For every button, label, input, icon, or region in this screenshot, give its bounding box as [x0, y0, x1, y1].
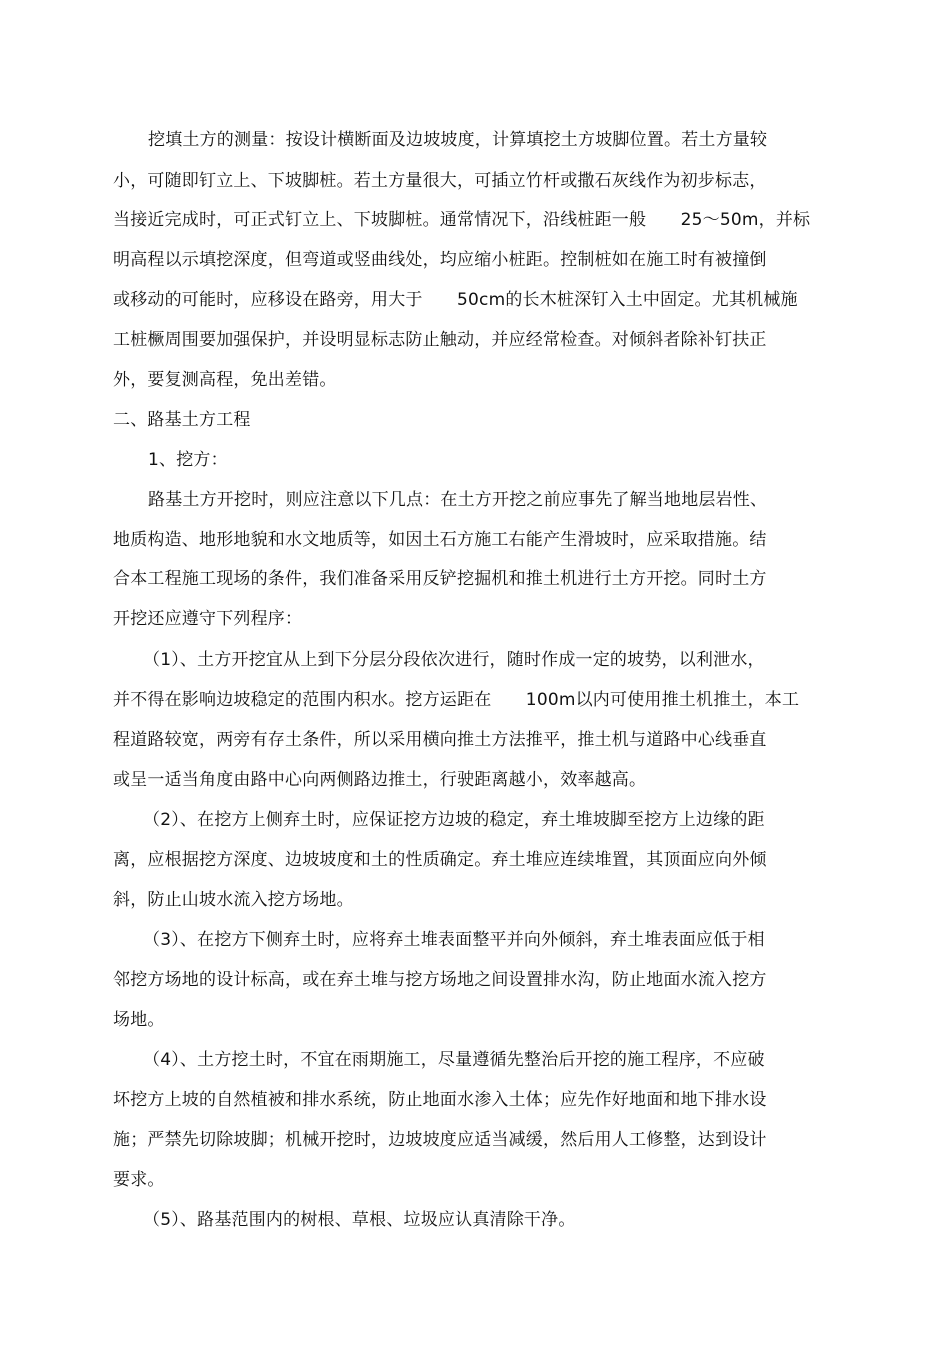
- paragraph-line: 合本工程施工现场的条件，我们准备采用反铲挖掘机和推土机进行土方开挖。同时土方: [113, 569, 767, 589]
- paragraph-line: 或移动的可能时，应移设在路旁，用大于 50cm的长木桩深钉入土中固定。尤其机械施: [113, 290, 798, 310]
- paragraph-line: 开挖还应遵守下列程序：: [113, 609, 303, 629]
- paragraph-line: 当接近完成时，可正式钉立上、下坡脚桩。通常情况下，沿线桩距一般 25～50m，并标: [113, 210, 811, 230]
- paragraph-line: 路基土方开挖时，则应注意以下几点：在土方开挖之前应事先了解当地地层岩性、: [148, 490, 768, 510]
- paragraph-line: 挖填土方的测量：按设计横断面及边坡坡度，计算填挖土方坡脚位置。若土方量较: [148, 130, 768, 150]
- subsection-heading: 1、挖方：: [148, 450, 228, 470]
- list-item-line: 并不得在影响边坡稳定的范围内积水。挖方运距在 100m以内可使用推土机推土，本工: [113, 690, 800, 710]
- list-item-line: （1）、土方开挖宜从上到下分层分段依次进行，随时作成一定的坡势，以利泄水，: [143, 650, 765, 670]
- list-item-line: （2）、在挖方上侧弃土时，应保证挖方边坡的稳定，弃土堆坡脚至挖方上边缘的距: [143, 810, 765, 830]
- list-item-line: 离，应根据挖方深度、边坡坡度和土的性质确定。弃土堆应连续堆置，其顶面应向外倾: [113, 850, 767, 870]
- list-item-line: 程道路较宽，两旁有存土条件，所以采用横向推土方法推平，推土机与道路中心线垂直: [113, 730, 767, 750]
- paragraph-line: 工桩橛周围要加强保护，并设明显标志防止触动，并应经常检查。对倾斜者除补钉扶正: [113, 330, 767, 350]
- list-item-line: （5）、路基范围内的树根、草根、垃圾应认真清除干净。: [143, 1210, 576, 1230]
- list-item-line: 场地。: [113, 1010, 165, 1030]
- section-heading: 二、路基土方工程: [113, 410, 251, 430]
- paragraph-line: 明高程以示填挖深度，但弯道或竖曲线处，均应缩小桩距。控制桩如在施工时有被撞倒: [113, 250, 767, 270]
- list-item-line: 或呈一适当角度由路中心向两侧路边推土，行驶距离越小，效率越高。: [113, 770, 647, 790]
- list-item-line: （4）、土方挖土时，不宜在雨期施工，尽量遵循先整治后开挖的施工程序，不应破: [143, 1050, 765, 1070]
- paragraph-line: 小，可随即钉立上、下坡脚桩。若土方量很大，可插立竹杆或撒石灰线作为初步标志，: [113, 171, 767, 191]
- list-item-line: 斜，防止山坡水流入挖方场地。: [113, 890, 354, 910]
- list-item-line: 坏挖方上坡的自然植被和排水系统，防止地面水渗入土体；应先作好地面和地下排水设: [113, 1090, 767, 1110]
- list-item-line: （3）、在挖方下侧弃土时，应将弃土堆表面整平并向外倾斜，弃土堆表面应低于相: [143, 930, 765, 950]
- list-item-line: 邻挖方场地的设计标高，或在弃土堆与挖方场地之间设置排水沟，防止地面水流入挖方: [113, 970, 767, 990]
- list-item-line: 要求。: [113, 1170, 165, 1190]
- list-item-line: 施；严禁先切除坡脚；机械开挖时，边坡坡度应适当减缓，然后用人工修整，达到设计: [113, 1130, 767, 1150]
- paragraph-line: 地质构造、地形地貌和水文地质等，如因土石方施工右能产生滑坡时，应采取措施。结: [113, 530, 767, 550]
- paragraph-line: 外，要复测高程，免出差错。: [113, 370, 337, 390]
